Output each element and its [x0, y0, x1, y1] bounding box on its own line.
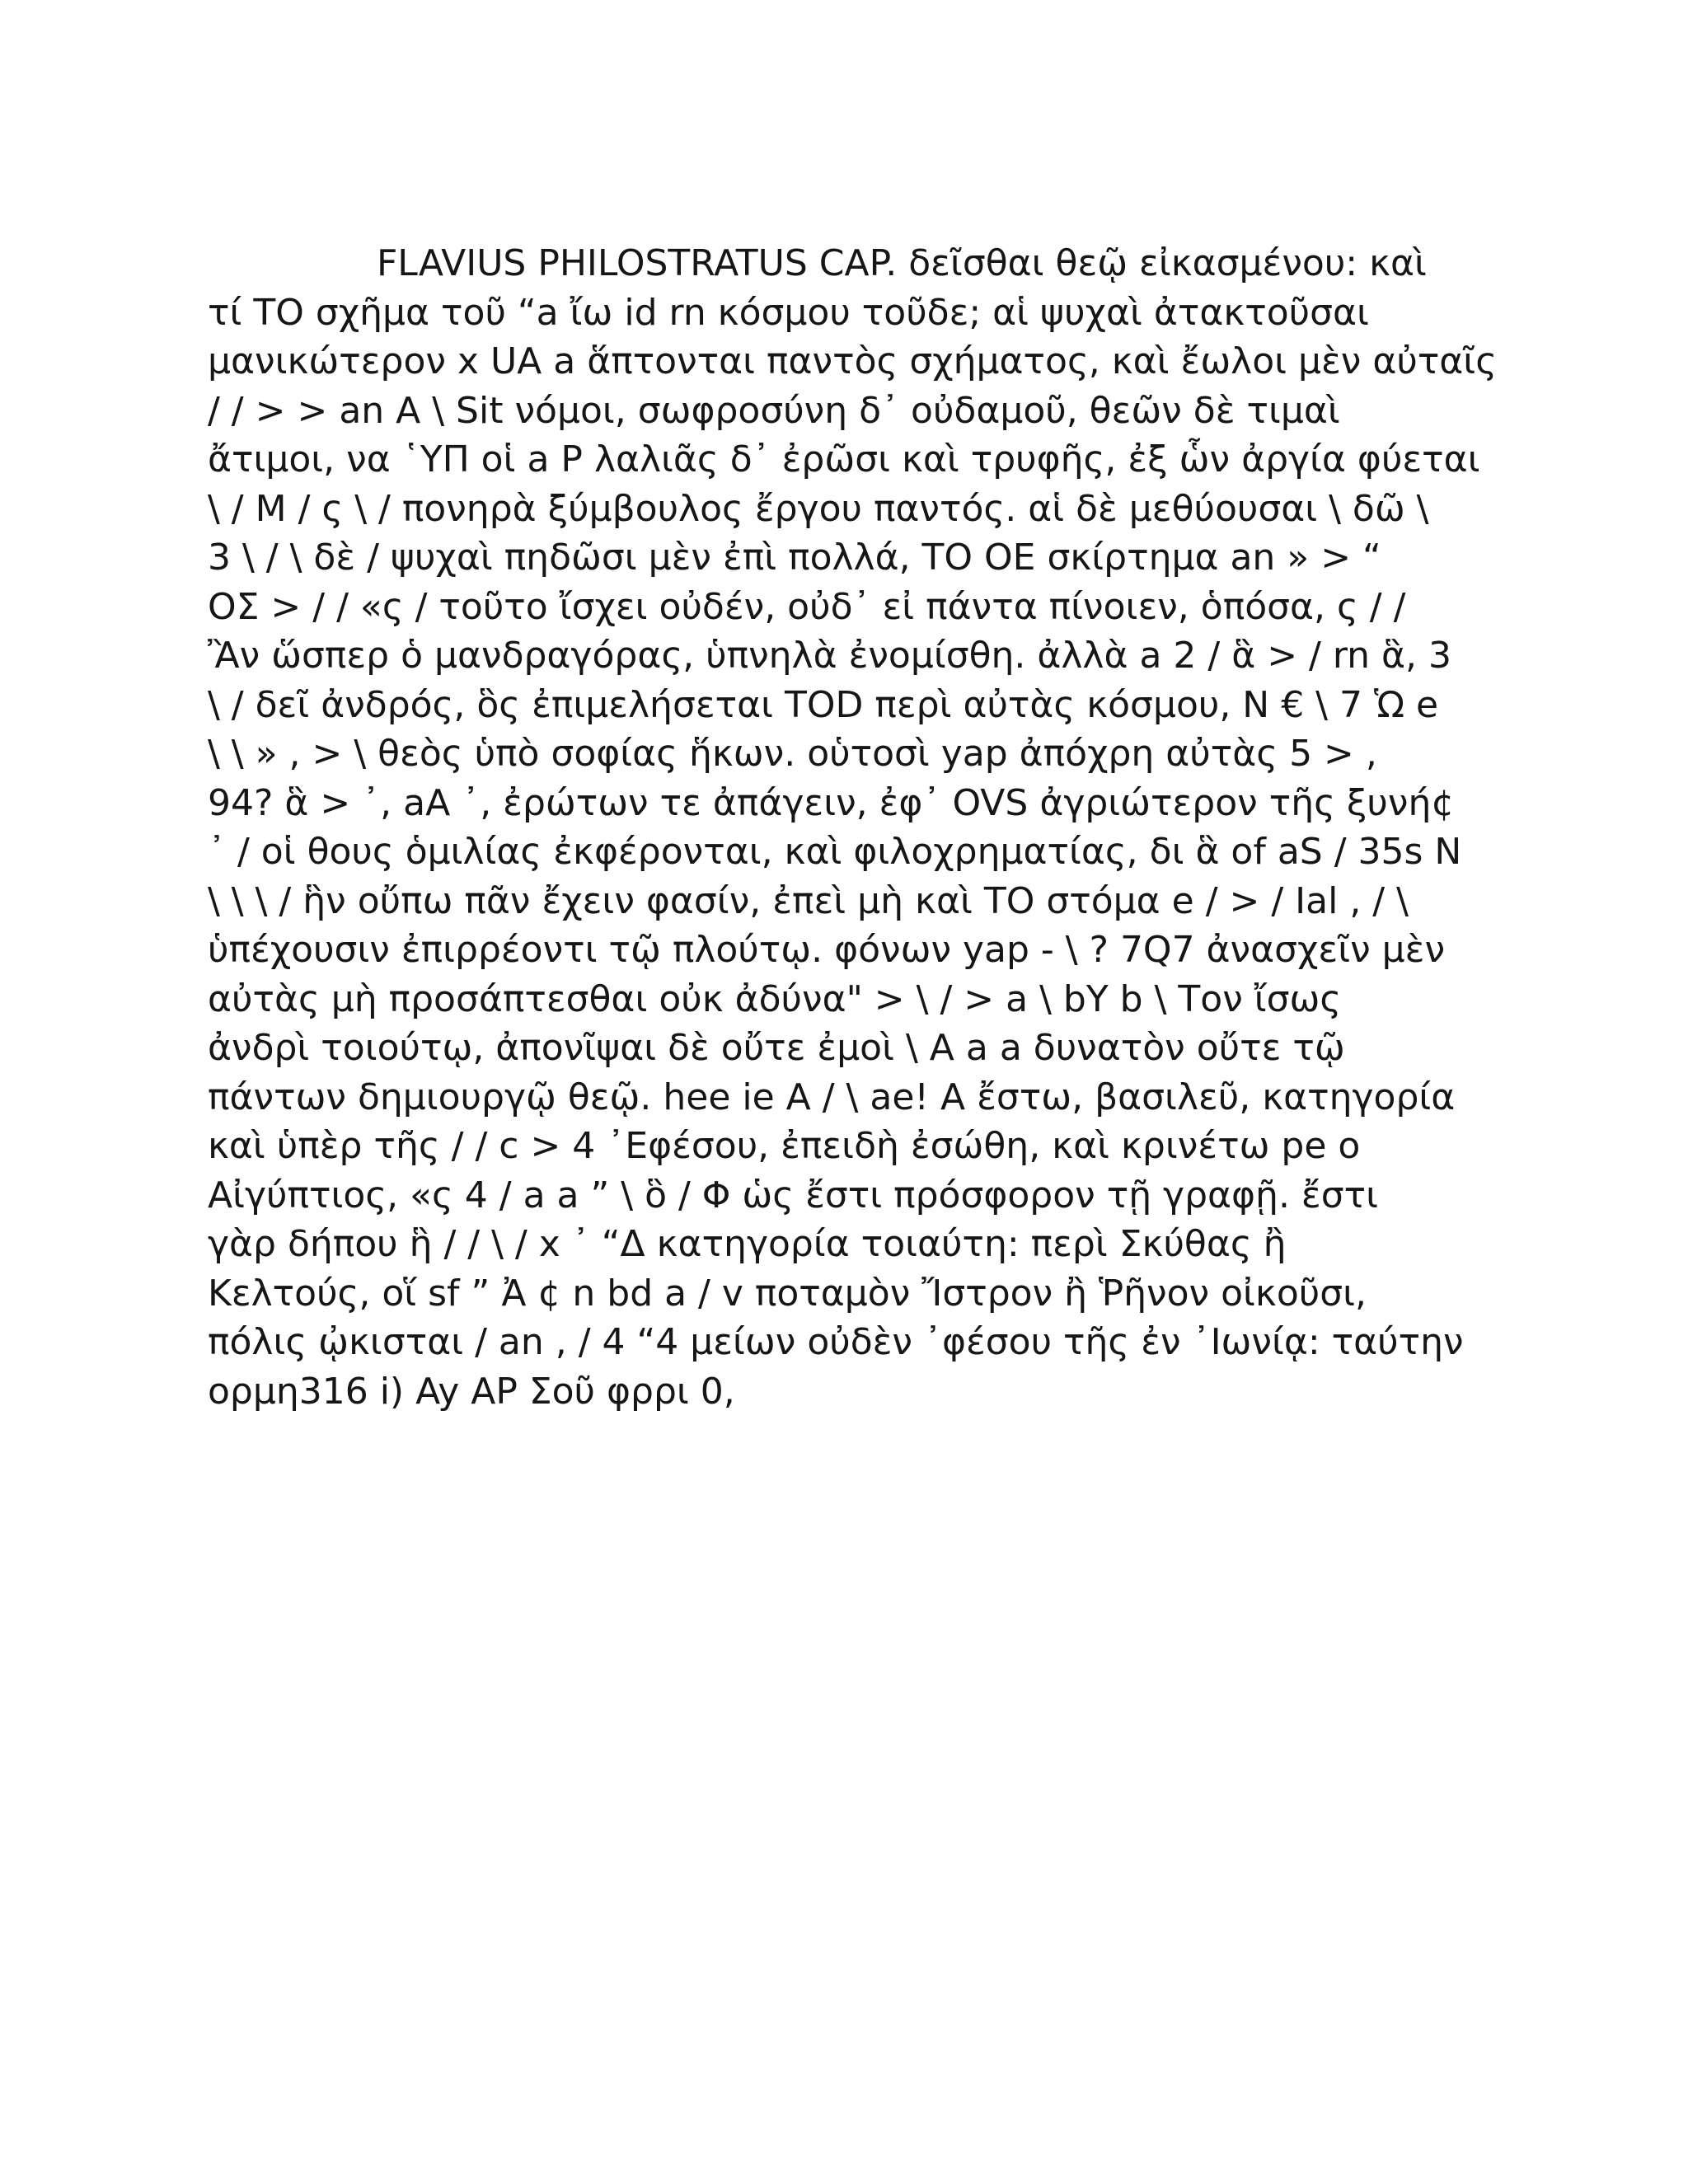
text-line: ορμη316 i) Ay AP Σοῦ φρρι 0, [208, 1370, 735, 1413]
text-line: ᾽ / οἱ θους ὁμιλίας ἐκφέρονται, καὶ φιλοχρηματίας, δι ἃ of aS / 35s N [208, 831, 1462, 873]
text-line: \ / M / ς \ / πονηρὰ ξύμβουλος ἔργου παντός. αἱ δὲ μεθύουσαι \ δῶ \ [208, 487, 1429, 530]
text-line: ἄτιμοι, να ῾ΥΠ οἱ a P λαλιᾶς δ᾿ ἐρῶσι καὶ τρυφῆς, ἐξ ὧν ἀργία φύεται [208, 438, 1480, 480]
text-line: μανικώτερον x UA a ἅπτονται παντὸς σχήματος, καὶ ἔωλοι μὲν αὐταῖς [208, 340, 1498, 382]
text-line: Ἂν ὥσπερ ὁ μανδραγόρας, ὑπνηλὰ ἐνομίσθη. ἀλλὰ a 2 / ἃ > / rn ἃ, 3 [208, 635, 1452, 677]
text-line: ὑπέχουσιν ἐπιρρέοντι τῷ πλούτῳ. φόνων yap - \ ? 7Q7 ἀνασχεῖν μὲν [208, 929, 1446, 971]
text-line: / / > > an A \ Sit νόμοι, σωφροσύνη δ᾿ οὐδαμοῦ, θεῶν δὲ τιμαὶ [208, 389, 1340, 432]
body-text [208, 239, 1498, 1416]
text-line: πόλις ᾠκισται / an , / 4 “4 μείων οὐδὲν ᾿φέσου τῆς ἐν ᾿Ιωνίᾳ: ταύτην [208, 1321, 1464, 1363]
text-line: \ \ \ / ἣν οὔπω πᾶν ἔχειν φασίν, ἐπεὶ μὴ καὶ TO στόμα e / > / Ial , / \ [208, 879, 1409, 922]
text-line: \ \ » , > \ θεὸς ὑπὸ σοφίας ἥκων. οὑτοσὶ yap ἀπόχρη αὐτὰς 5 > , [208, 733, 1377, 775]
text-line: Αἰγύπτιος, «ς 4 / a a ” \ ὃ / Φ ὡς ἔστι πρόσφορον τῇ γραφῇ. ἔστι [208, 1174, 1378, 1216]
text-line: 94? ἃ > ᾽, aA ᾽, ἐρώτων τε ἀπάγειν, ἐφ᾿ OVS ἀγριώτερον τῆς ξυνή¢ [208, 781, 1455, 824]
text-line: ἀνδρὶ τοιούτῳ, ἀπονῖψαι δὲ οὔτε ἐμοὶ \ A a a δυνατὸν οὔτε τῷ [208, 1027, 1345, 1069]
text-line: FLAVIUS PHILOSTRATUS CAP. δεῖσθαι θεῷ εἰκασμένου: καὶ [377, 242, 1427, 284]
text-line: τί TO σχῆμα τοῦ “a ἴω id rn κόσμου τοῦδε; αἱ ψυχαὶ ἀτακτοῦσαι [208, 291, 1369, 334]
text-line: OΣ > / / «ς / τοῦτο ἴσχει οὐδέν, οὐδ᾿ εἰ πάντα πίνοιεν, ὁπόσα, ς / / [208, 585, 1406, 628]
text-line: \ / δεῖ ἀνδρός, ὃς ἐπιμελήσεται TOD περὶ αὐτὰς κόσμου, N € \ 7 Ὡ e [208, 683, 1439, 726]
text-line: αὐτὰς μὴ προσάπτεσθαι οὐκ ἀδύνα" > \ / > a \ bY b \ Τον ἴσως [208, 977, 1342, 1020]
text-line: πάντων δημιουργῷ θεῷ. hee ie A / \ ae! A ἔστω, βασιλεῦ, κατηγορία [208, 1076, 1456, 1118]
text-line: καὶ ὑπὲρ τῆς / / c > 4 ᾿Εφέσου, ἐπειδὴ ἐσώθη, καὶ κρινέτω pe o [208, 1125, 1361, 1167]
text-line: γὰρ δήπου ἣ / / \ / x ᾽ “Δ κατηγορία τοιαύτη: περὶ Σκύθας ἢ [208, 1223, 1287, 1265]
text-line: 3 \ / \ δὲ / ψυχαὶ πηδῶσι μὲν ἐπὶ πολλά, TO OE σκίρτημα an » > “ [208, 537, 1381, 579]
text-line: Κελτούς, οἵ sf ” Ἀ ¢ n bd a / v ποταμὸν Ἴστρον ἢ Ῥῆνον οἰκοῦσι, [208, 1272, 1367, 1315]
